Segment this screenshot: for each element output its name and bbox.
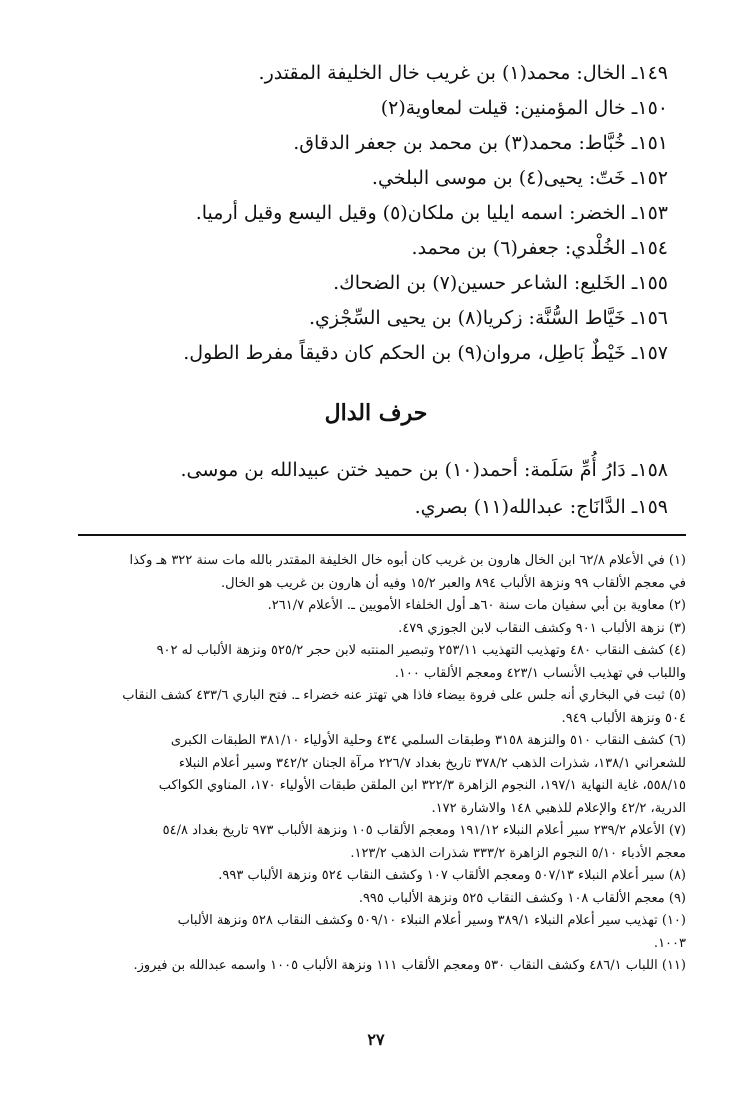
footnote-line: (٣) نزهة الألباب ٩٠١ وكشف النقاب لابن الجوزي ٤٧٩. xyxy=(398,620,686,636)
entry-154: ١٥٤ـ الخُلْدي: جعفر(٦) بن محمد. xyxy=(411,237,668,259)
entry-151: ١٥١ـ خُبَّاط: محمد(٣) بن محمد بن جعفر الدقاق. xyxy=(293,132,668,154)
footnote-line: ٥٠٤ ونزهة الألباب ٩٤٩. xyxy=(561,710,686,726)
entry-158: ١٥٨ـ دَارُ أُمِّ سَلَمة: أحمد(١٠) بن حميد ختن عبيدالله بن موسى. xyxy=(180,459,668,481)
entries-list xyxy=(68,56,668,371)
footnote-line: (١٠) تهذيب سير أعلام النبلاء ٣٨٩/١ وسير أعلام النبلاء ٥٠٩/١٠ وكشف النقاب ٥٢٨ ونزهة الألباب xyxy=(177,913,686,928)
section-heading: حرف الدال xyxy=(324,400,428,426)
entry-152: ١٥٢ـ خَتّ: يحيى(٤) بن موسى البلخي. xyxy=(371,167,668,189)
footnote-line: (١١) اللباب ٤٨٦/١ وكشف النقاب ٥٣٠ ومعجم الألقاب ١١١ ونزهة الألباب ١٠٠٥ واسمه عبدالله بن فيروز. xyxy=(133,958,686,973)
footnote-line: ٥٥٨/١٥، غاية النهاية ١٩٧/١، النجوم الزاهرة ٣٢٢/٣ ابن الملقن طبقات الأولياء ١٧٠، المناوي الكواكب xyxy=(158,778,686,793)
footnote-line: (٢) معاوية بن أبي سفيان مات سنة ٦٠هـ أول الخلفاء الأمويين ـ. الأعلام ٢٦١/٧. xyxy=(267,598,686,613)
entry-155: ١٥٥ـ الخَليع: الشاعر حسين(٧) بن الضحاك. xyxy=(333,272,668,294)
footnote-line: (٤) كشف النقاب ٤٨٠ وتهذيب التهذيب ٢٥٣/١١ وتبصير المنتبه لابن حجر ٥٢٥/٢ ونزهة الألباب له ٩٠٢ xyxy=(156,643,686,658)
footnote-divider xyxy=(78,534,686,536)
entry-153: ١٥٣ـ الخضر: اسمه ايليا بن ملكان(٥) وقيل اليسع وقيل أرميا. xyxy=(195,202,668,224)
footnote-line: في معجم الألقاب ٩٩ ونزهة الألباب ٨٩٤ والعبر ١٥/٢ وفيه أن هارون بن غريب هو الخال. xyxy=(221,575,686,591)
footnote-line: (٦) كشف النقاب ٥١٠ والنزهة ٣١٥٨ وطبقات السلمي ٤٣٤ وحلية الأولياء ٣٨١/١٠ الطبقات الكبرى xyxy=(170,733,686,748)
entry-149: ١٤٩ـ الخال: محمد(١) بن غريب خال الخليفة المقتدر. xyxy=(258,62,668,84)
footnote-line: معجم الأدباء ٥/١٠ النجوم الزاهرة ٣٣٣/٢ شذرات الذهب ١٢٣/٢. xyxy=(350,845,686,861)
entries-list-dal xyxy=(68,452,668,526)
footnote-line: (٩) معجم الألقاب ١٠٨ وكشف النقاب ٥٢٥ ونزهة الألباب ٩٩٥. xyxy=(358,890,686,906)
footnote-line: واللباب في تهذيب الأنساب ٤٢٣/١ ومعجم الألقاب ١٠٠. xyxy=(394,665,686,681)
footnote-line: للشعراني ١٣٨/١، شذرات الذهب ٣٧٨/٢ تاريخ بغداد ٢٢٦/٧ مرآة الجنان ٣٤٢/٢ وسير أعلام النبلاء xyxy=(178,755,686,771)
footnote-line: (٥) ثبت في البخاري أنه جلس على فروة بيضاء فاذا هي تهتز عنه خضراء ـ. فتح الباري ٤٣٣/٦ كشف النقاب xyxy=(122,688,686,703)
entry-157: ١٥٧ـ خَيْطٌ بَاطِل، مروان(٩) بن الحكم كان دقيقاً مفرط الطول. xyxy=(183,342,668,364)
page-number: ٢٧ xyxy=(367,1030,385,1049)
footnote-line: (٧) الأعلام ٢٣٩/٢ سير أعلام النبلاء ١٩١/١٢ ومعجم الألقاب ١٠٥ ونزهة الألباب ٩٧٣ تاريخ بغداد ٥٤/٨ xyxy=(162,823,686,838)
entry-150: ١٥٠ـ خال المؤمنين: قيلت لمعاوية(٢) xyxy=(380,97,668,119)
entry-159: ١٥٩ـ الدَّانَاج: عبدالله(١١) بصري. xyxy=(414,496,668,518)
footnote-line: الدرية، ٤٢/٢ والإعلام للذهبي ١٤٨ والاشارة ١٧٢. xyxy=(431,800,686,816)
footnotes-list xyxy=(66,550,686,978)
footnote-line: (٨) سير أعلام النبلاء ٥٠٧/١٣ ومعجم الألقاب ١٠٧ وكشف النقاب ٥٢٤ ونزهة الألباب ٩٩٣. xyxy=(218,868,686,883)
entry-156: ١٥٦ـ خَيَّاط السُّنَّة: زكريا(٨) بن يحيى السِّجْزي. xyxy=(309,307,668,329)
footnote-line: (١) في الأعلام ٦٢/٨ ابن الخال هارون بن غريب كان أبوه خال الخليفة المقتدر بالله مات سنة ٣٢٢ هـ وكذا xyxy=(129,553,686,568)
footnote-line: ١٠٠٣. xyxy=(653,935,686,951)
